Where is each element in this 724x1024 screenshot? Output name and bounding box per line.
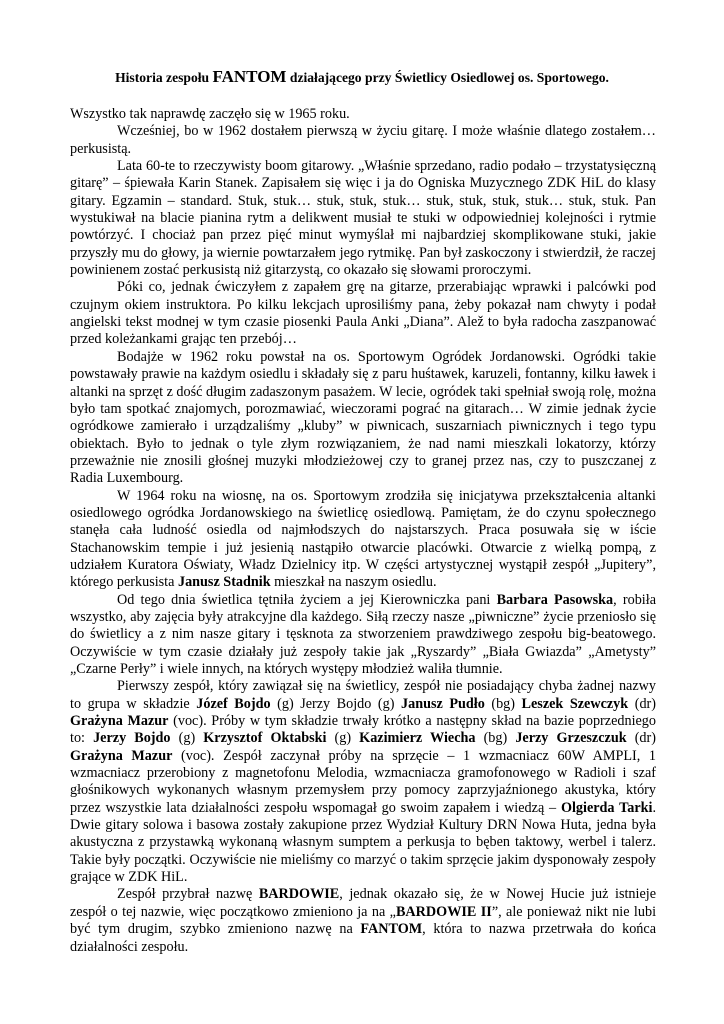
paragraph-text: (g) <box>170 730 204 747</box>
paragraph-text: W 1964 roku na wiosnę, na os. Sportowym zrodziła się inicjatywa przekształcenia altanki osiedlowego ogródka Jordanowskiego na świetlicę osiedlową. Pamiętam, że do czynu społecznego stanęła cała ludność osiedla od najmłodszych do najstarszych. Praca posuwała się w iście Stachanowskim tempie i już jesienią nastąpiło otwarcie placówki. Otwarcie z wielką pompą, z udziałem Kuratora Oświaty, Władz Dzielnicy itp. W części artystycznej wystąpił zespół „Jupitery”, którego perkusista <box>70 487 656 591</box>
paragraph-5 <box>70 349 656 488</box>
document-body <box>70 106 656 956</box>
paragraph-4 <box>70 279 656 348</box>
band-name: BARDOWIE <box>258 886 340 903</box>
paragraph-text: mieszkał na naszym osiedlu. <box>270 574 437 591</box>
paragraph-1 <box>70 106 656 123</box>
paragraph-text: Wszystko tak naprawdę zaczęło się w 1965 roku. <box>70 106 350 122</box>
title-prefix: Historia zespołu <box>115 70 213 85</box>
paragraph-text: (bg) <box>484 695 522 712</box>
paragraph-text: Wcześniej, bo w 1962 dostałem pierwszą w życiu gitarę. I może właśnie dlatego zostałem… perkusistą. <box>70 123 656 157</box>
paragraph-text: ”, ale ponieważ nikt nie lubi być tym drugim, szybko zmieniono nazwę na <box>70 903 657 938</box>
band-name: FANTOM <box>360 921 423 938</box>
paragraph-9 <box>70 886 656 955</box>
paragraph-text: , jednak okazało się, że w Nowej Hucie już istnieje zespół o tej nazwie, więc początkowo zmieniono ja na „ <box>70 886 656 920</box>
paragraph-text: Bodajże w 1962 roku powstał na os. Sportowym Ogródek Jordanowski. Ogródki takie powstawały prawie na każdym osiedlu i składały się z paru huśtawek, karuzeli, fontanny, kilku ławek i altanki na sprzęt z dość długim zadaszonym pasażem. W lecie, ogródek taki spełniał swoją rolę, można było tam spotkać znajomych, porozmawiać, wieczorami pograć na gitarach… W zimie jednak życie ogródkowe zamierało i urządzaliśmy „kluby” w piwnicach, suszarniach piwnicznych i tego typu obiektach. Było to jednak o tyle złym rozwiązaniem, że nad nami mieszkali lokatorzy, którzy przeważnie nie znosili głośnej muzyki młodzieżowej czy to granej przez nas, czy to puszczanej z Radia Luxembourg. <box>70 348 656 487</box>
paragraph-6 <box>70 488 656 592</box>
paragraph-text: (g) Jerzy Bojdo (g) <box>270 695 401 712</box>
paragraph-text: (bg) <box>475 730 516 747</box>
paragraph-3 <box>70 158 656 279</box>
paragraph-text: . Dwie gitary solowa i basowa zostały zakupione przez Wydział Kultury DRN Nowa Huta, jedna była akustyczna z przystawką wykonaną własnym sumptem a perkusja to bęben taktowy, werbel i talerz. Takie były początki. Oczywiście nie mieliśmy co marzyć o takim sprzęcie jakim dysponowały zespoły grające w ZDK HiL. <box>70 799 656 886</box>
person-name: Józef Bojdo <box>196 695 271 712</box>
paragraph-text: Lata 60-te to rzeczywisty boom gitarowy. „Właśnie sprzedano, radio podało – trzystatysięczną gitarę” – śpiewała Karin Stanek. Zapisałem się więc i ja do Ogniska Muzycznego ZDK HiL do klasy gitary. Egzamin – standard. Stuk, stuk… stuk, stuk, stuk… stuk, stuk, stuk, stuk… stuk, stuk. Pan wystukiwał na blacie pianina rytm a delikwent musiał te stuki w odpowiedniej kolejności i rytmie powtórzyć. I chociaż pan przez pięć minut wymyślał mi najbardziej skomplikowane stuki, jakie przyszły mu do głowy, ja wiernie powtarzałem jego rytmikę. Pan był zaskoczony i stwierdził, że raczej powinienem zostać perkusistą niż gitarzystą, co okazało się słowami proroczymi. <box>70 158 656 279</box>
person-name: Olgierda Tarki <box>560 799 653 816</box>
paragraph-text: , która to nazwa przetrwała do końca działalności zespołu. <box>70 921 656 955</box>
person-name: Krzysztof Oktabski <box>203 730 327 747</box>
document-title <box>0 68 724 87</box>
person-name: Jerzy Grzeszczuk <box>515 730 627 747</box>
paragraph-7 <box>70 592 656 679</box>
paragraph-text: , robiła wszystko, aby zajęcia były atrakcyjne dla każdego. Siłą rzeczy nasze „piwniczne” życie przeniosło się do świetlicy a z nim nasze gitary i tęsknota za stworzeniem prawdziwego zespołu big-beatowego. Oczywiście w tym czasie działały już zespoły takie jak „Ryszardy” „Biała Gwiazda” „Ametysty” „Czarne Perły” i wiele innych, na których występy młodzież waliła tłumnie. <box>70 591 656 677</box>
paragraph-text: (dr) <box>628 695 656 712</box>
paragraph-text: Póki co, jednak ćwiczyłem z zapałem grę na gitarze, przerabiając wprawki i palcówki pod czujnym okiem instruktora. Po kilku lekcjach uprosiliśmy pana, żeby pokazał nam chwyty i podał angielski tekst modnej w tym czasie piosenki Paula Anki „Diana”. Alež to była radocha zaszpanować przed koleżankami grając ten przebój… <box>70 279 656 348</box>
person-name: Kazimierz Wiecha <box>359 730 476 747</box>
person-name: Barbara Pasowska <box>496 591 614 608</box>
paragraph-text: (g) <box>326 730 360 747</box>
paragraph-text: (dr) <box>626 730 656 747</box>
paragraph-8 <box>70 678 656 886</box>
title-band-name: FANTOM <box>212 67 287 86</box>
paragraph-text: Od tego dnia świetlica tętniła życiem a jej Kierowniczka pani <box>117 591 497 608</box>
person-name: Grażyna Mazur <box>70 747 173 764</box>
person-name: Jerzy Bojdo <box>93 730 171 747</box>
person-name: Grażyna Mazur <box>70 713 169 730</box>
paragraph-text: (voc). Zespół zaczynał próby na sprzęcie – 1 wzmacniacz 60W AMPLI, 1 wzmacniacz przerobiony z magnetofonu Melodia, wzmacniacza gramofonowego w Radioli i szaf głośnikowych wykonanych własnym przemysłem przy pomocy zaprzyjaźnionego akustyka, który przez wszystkie lata działalności zespołu wspomagał go swoim zapałem i wiedzą – <box>70 747 656 816</box>
paragraph-text: (voc). Próby w tym składzie trwały krótko a następny skład na bazie poprzedniego to: <box>70 713 656 747</box>
paragraph-text: Zespół przybrał nazwę <box>117 886 259 903</box>
title-suffix: działającego przy Świetlicy Osiedlowej os. Sportowego. <box>286 70 609 85</box>
person-name: Leszek Szewczyk <box>521 695 629 712</box>
paragraph-text: Pierwszy zespół, który zawiązał się na świetlicy, zespół nie posiadający chyba żadnej nazwy to grupa w składzie <box>70 678 656 712</box>
band-name: BARDOWIE II <box>395 903 492 920</box>
paragraph-2 <box>70 123 656 158</box>
person-name: Janusz Stadnik <box>177 574 271 591</box>
person-name: Janusz Pudło <box>401 695 485 712</box>
